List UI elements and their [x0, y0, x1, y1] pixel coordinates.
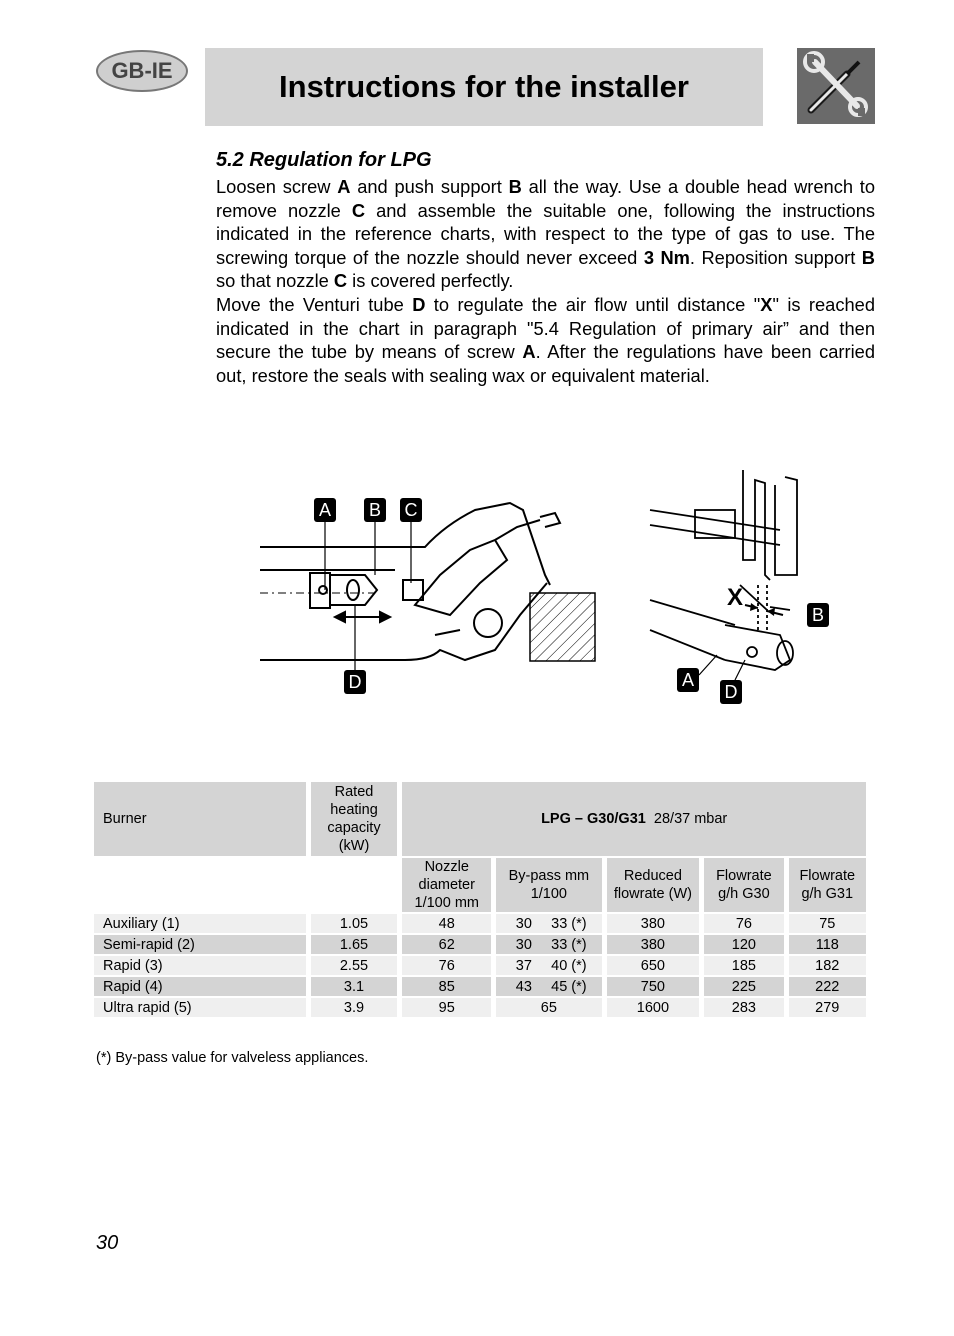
row-g31: 118	[789, 935, 866, 954]
row-g30: 120	[704, 935, 783, 954]
table-row	[94, 914, 866, 933]
row-nozzle: 48	[402, 914, 491, 933]
row-reduced: 650	[607, 956, 700, 975]
row-g30: 225	[704, 977, 783, 996]
row-nozzle: 76	[402, 956, 491, 975]
row-bypass-b: 33 (*)	[551, 936, 587, 953]
row-g31: 182	[789, 956, 866, 975]
header-rated: Rated heating capacity (kW)	[311, 782, 398, 856]
row-rated: 3.1	[311, 977, 398, 996]
label-x-right: X	[727, 584, 744, 611]
row-rated: 1.65	[311, 935, 398, 954]
label-b-right: B	[811, 605, 825, 625]
header-burner: Burner	[94, 782, 306, 856]
footnote: (*) By-pass value for valveless appliances.	[96, 1050, 369, 1066]
row-g30: 185	[704, 956, 783, 975]
header-blank-1	[94, 858, 306, 912]
regulation-diagram	[255, 465, 865, 715]
row-nozzle: 85	[402, 977, 491, 996]
row-g31: 222	[789, 977, 866, 996]
page-title: Instructions for the installer	[279, 69, 689, 104]
header-lpg	[402, 782, 866, 856]
table-row	[94, 935, 866, 954]
table-row	[94, 977, 866, 996]
row-rated: 1.05	[311, 914, 398, 933]
section-heading: 5.2 Regulation for LPG	[216, 149, 432, 171]
header-reduced: Reduced flowrate (W)	[607, 858, 700, 912]
row-bypass: 65	[496, 998, 601, 1017]
row-rated: 2.55	[311, 956, 398, 975]
row-burner: Rapid (4)	[94, 977, 306, 996]
paragraph-2: Move the Venturi tube D to regulate the air flow until distance "X" is reached indicated in the chart in paragraph "5.4 Regulation of primary air” and then secure the tube by means of screw A. After the regulations have been carried out, restore the seals with sealing wax or equivalent material.	[216, 293, 875, 386]
tools-icon	[797, 48, 875, 124]
lpg-data-table	[89, 780, 871, 1019]
header-lpg-gas: LPG – G30/G31	[541, 811, 646, 827]
header-g31: Flowrate g/h G31	[789, 858, 866, 912]
region-badge: GB-IE	[96, 50, 188, 92]
title-bar	[205, 48, 763, 126]
header-lpg-pressure: 28/37 mbar	[653, 811, 728, 827]
row-reduced: 380	[607, 935, 700, 954]
header-bypass: By-pass mm 1/100	[496, 858, 601, 912]
row-g31: 279	[789, 998, 866, 1017]
label-a-left: A	[318, 500, 332, 520]
row-g30: 76	[704, 914, 783, 933]
label-d-right: D	[724, 682, 738, 702]
row-g31: 75	[789, 914, 866, 933]
label-c-left: C	[404, 500, 418, 520]
row-bypass-a: 30	[515, 915, 532, 932]
row-burner: Semi-rapid (2)	[94, 935, 306, 954]
row-burner: Ultra rapid (5)	[94, 998, 306, 1017]
table-row	[94, 956, 866, 975]
header-g30: Flowrate g/h G30	[704, 858, 783, 912]
row-bypass-b: 40 (*)	[551, 957, 587, 974]
row-bypass	[496, 977, 601, 996]
row-reduced: 750	[607, 977, 700, 996]
row-nozzle: 62	[402, 935, 491, 954]
label-d-left: D	[348, 672, 362, 692]
row-reduced: 1600	[607, 998, 700, 1017]
paragraph-1: Loosen screw A and push support B all the way. Use a double head wrench to remove nozzle C and assemble the suitable one, following the instructions indicated in the reference charts, with respect to the type of gas to use. The screwing torque of the nozzle should never exceed 3 Nm. Reposition support B so that nozzle C is covered perfectly.	[216, 176, 876, 292]
row-bypass	[496, 914, 601, 933]
row-bypass-a: 43	[515, 978, 532, 995]
row-bypass	[496, 935, 601, 954]
row-bypass-b: 33 (*)	[551, 915, 587, 932]
table-row	[94, 998, 866, 1017]
label-a-right: A	[681, 670, 695, 690]
page-number: 30	[96, 1232, 119, 1254]
header-blank-2	[311, 858, 398, 912]
header-nozzle: Nozzle diameter 1/100 mm	[402, 858, 491, 912]
row-bypass-a: 30	[515, 936, 532, 953]
row-bypass-b: 45 (*)	[551, 978, 587, 995]
row-reduced: 380	[607, 914, 700, 933]
row-bypass	[496, 956, 601, 975]
row-burner: Auxiliary (1)	[94, 914, 306, 933]
row-bypass-a: 37	[515, 957, 532, 974]
row-burner: Rapid (3)	[94, 956, 306, 975]
row-nozzle: 95	[402, 998, 491, 1017]
row-g30: 283	[704, 998, 783, 1017]
row-rated: 3.9	[311, 998, 398, 1017]
label-b-left: B	[368, 500, 382, 520]
section-content	[216, 149, 875, 387]
